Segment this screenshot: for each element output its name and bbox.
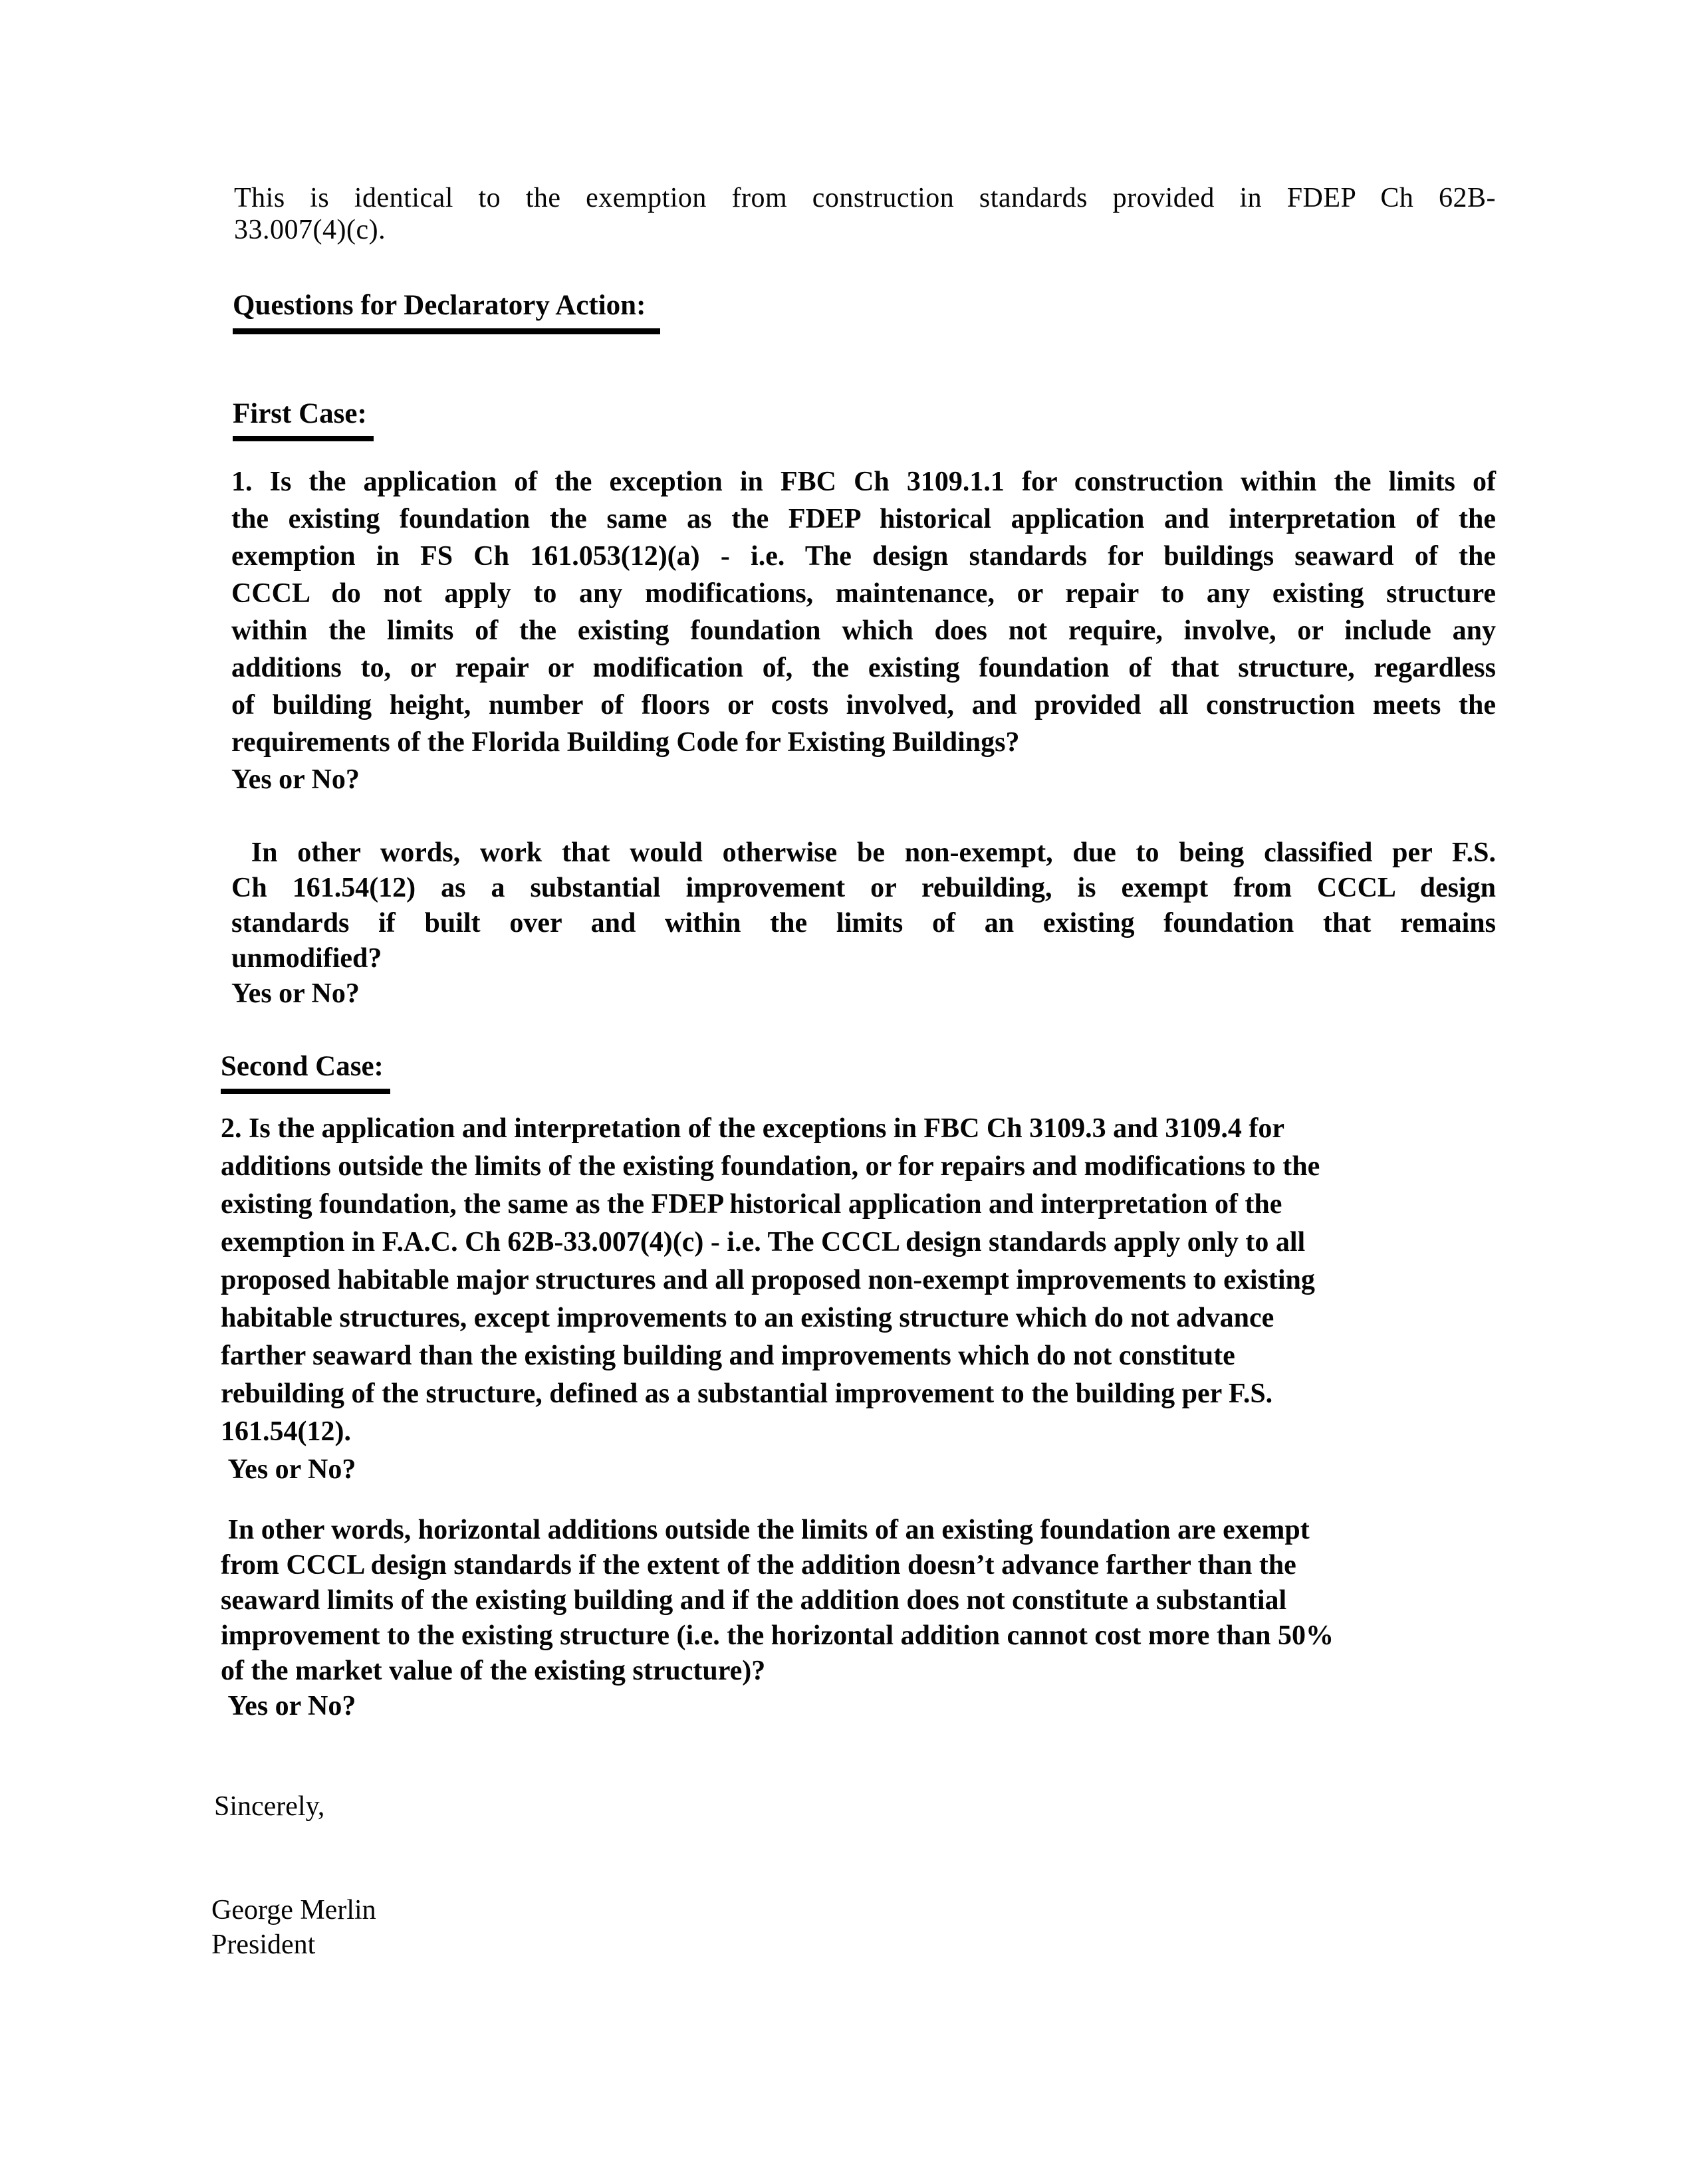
text-line: proposed habitable major structures and all proposed non-exempt improvements to existing <box>221 1265 1315 1295</box>
text-line: improvement to the existing structure (i.e. the horizontal addition cannot cost more than 50% <box>221 1620 1334 1651</box>
intro-paragraph <box>234 182 1496 246</box>
heading-second-case <box>221 1050 390 1094</box>
signer-title: President <box>211 1929 316 1960</box>
text-line: Yes or No? <box>221 1691 356 1721</box>
text-line: additions outside the limits of the existing foundation, or for repairs and modifications to the <box>221 1151 1320 1182</box>
text-line: from CCCL design standards if the extent of the addition doesn’t advance farther than the <box>221 1550 1296 1581</box>
text-line: 1. Is the application of the exception in FBC Ch 3109.1.1 for construction within the limits of <box>231 467 1496 497</box>
text-line: exemption in FS Ch 161.053(12)(a) - i.e. The design standards for buildings seaward of the <box>231 541 1496 572</box>
text-line: 33.007(4)(c). <box>234 215 386 245</box>
text-line: Ch 161.54(12) as a substantial improvement or rebuilding, is exempt from CCCL design <box>231 873 1496 903</box>
text-line: 2. Is the application and interpretation of the exceptions in FBC Ch 3109.3 and 3109.4 for <box>221 1113 1284 1144</box>
text-line: of building height, number of floors or costs involved, and provided all construction meets the <box>231 690 1496 720</box>
text-line: standards if built over and within the limits of an existing foundation that remains <box>231 908 1496 938</box>
text-line: This is identical to the exemption from construction standards provided in FDEP Ch 62B- <box>234 183 1496 213</box>
text-line: the existing foundation the same as the FDEP historical application and interpretation of the <box>231 504 1496 534</box>
text-line: existing foundation, the same as the FDEP historical application and interpretation of the <box>221 1189 1282 1220</box>
text-line: CCCL do not apply to any modifications, maintenance, or repair to any existing structure <box>231 578 1496 609</box>
second-case-heading-text: Second Case: <box>221 1050 390 1094</box>
text-line: farther seaward than the existing building and improvements which do not constitute <box>221 1341 1235 1371</box>
text-line: requirements of the Florida Building Code for Existing Buildings? <box>231 727 1020 758</box>
section-heading-text: Questions for Declaratory Action: <box>233 289 660 334</box>
text-line: Yes or No? <box>231 764 360 795</box>
text-line: additions to, or repair or modification of, the existing foundation of that structure, regardless <box>231 653 1496 683</box>
text-line: seaward limits of the existing building and if the addition does not constitute a substantial <box>221 1585 1287 1616</box>
text-line: habitable structures, except improvements to an existing structure which do not advance <box>221 1303 1274 1333</box>
signer-name: George Merlin <box>211 1895 376 1925</box>
text-line: In other words, horizontal additions outside the limits of an existing foundation are exempt <box>221 1515 1310 1545</box>
heading-first-case <box>233 397 374 441</box>
text-line: of the market value of the existing structure)? <box>221 1656 766 1686</box>
signature-block <box>211 1893 376 1962</box>
text-line: Yes or No? <box>231 978 360 1009</box>
text-line: unmodified? <box>231 943 382 974</box>
first-case-question-paragraph <box>231 463 1496 798</box>
text-line: rebuilding of the structure, defined as a substantial improvement to the building per F.S. <box>221 1378 1273 1409</box>
text-line: In other words, work that would otherwise be non-exempt, due to being classified per F.S. <box>231 837 1496 868</box>
closing-salutation: Sincerely, <box>214 1791 325 1822</box>
text-line: within the limits of the existing foundation which does not require, involve, or include any <box>231 615 1496 646</box>
section-heading-questions-for-declaratory-action <box>233 289 660 334</box>
first-case-restatement-paragraph <box>231 835 1496 1012</box>
first-case-heading-text: First Case: <box>233 397 374 441</box>
text-line: Yes or No? <box>221 1454 356 1485</box>
second-case-question-paragraph <box>221 1110 1485 1489</box>
second-case-restatement-paragraph <box>221 1513 1485 1724</box>
text-line: 161.54(12). <box>221 1416 351 1447</box>
text-line: exemption in F.A.C. Ch 62B-33.007(4)(c) - i.e. The CCCL design standards apply only to all <box>221 1227 1306 1257</box>
